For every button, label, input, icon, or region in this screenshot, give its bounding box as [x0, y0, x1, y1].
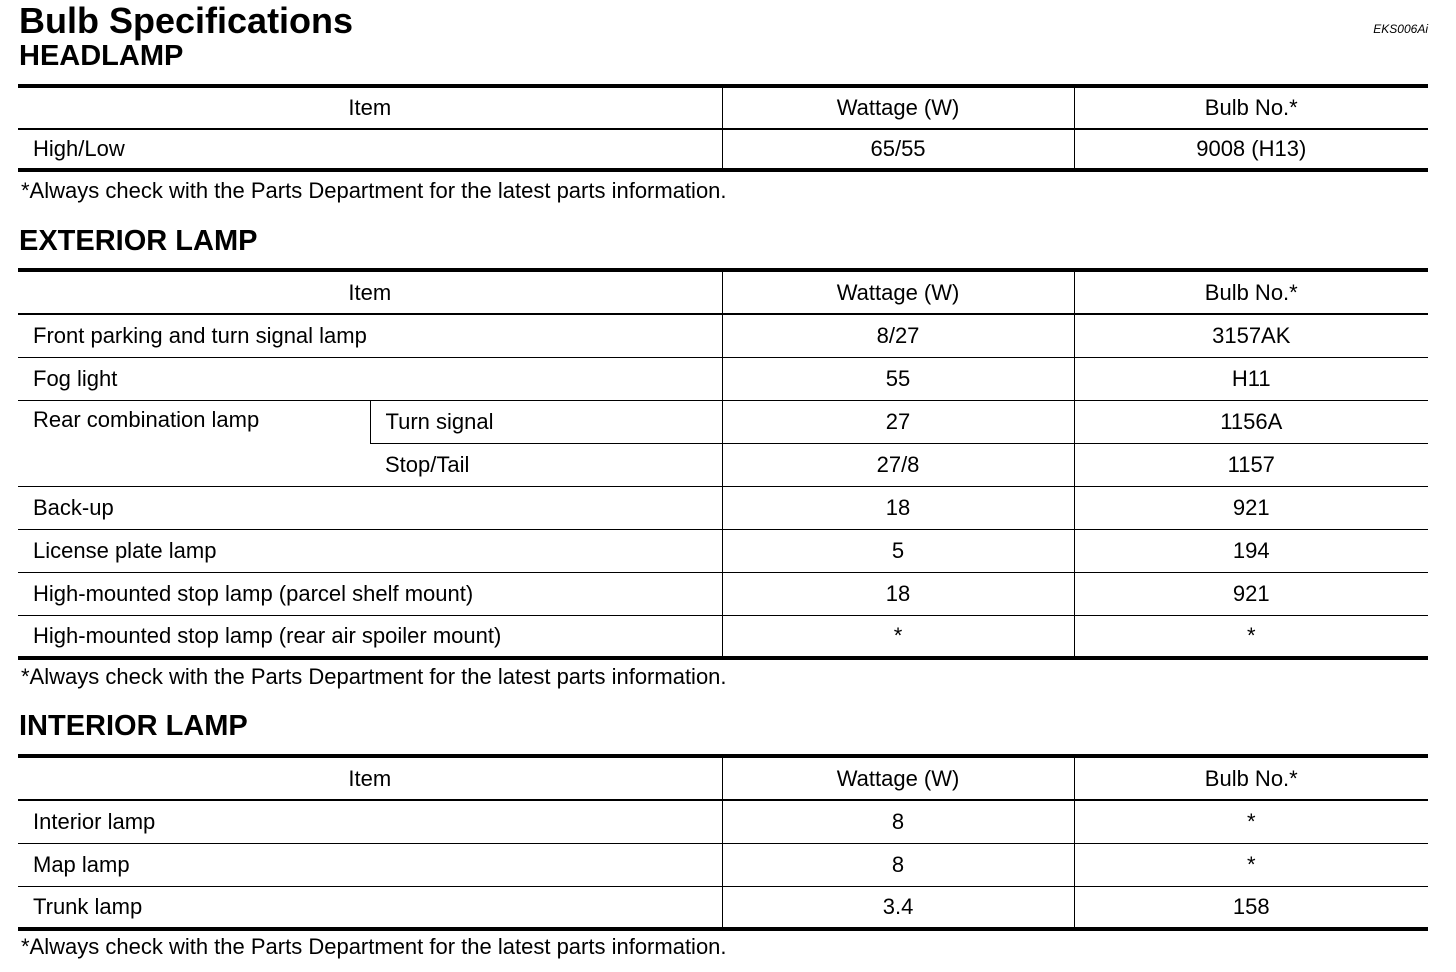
wattage-cell: 8	[722, 843, 1074, 886]
wattage-cell: 18	[722, 572, 1074, 615]
sub-item-cell: Stop/Tail	[370, 443, 722, 486]
bulb-cell: 3157AK	[1074, 314, 1428, 357]
item-cell: Map lamp	[18, 843, 722, 886]
column-header-item: Item	[18, 270, 722, 314]
table-row	[18, 129, 1428, 170]
bulb-cell: *	[1074, 843, 1428, 886]
wattage-cell: *	[722, 615, 1074, 658]
table-row	[18, 615, 1428, 658]
item-cell: Rear combination lamp	[18, 400, 370, 486]
bulb-cell: H11	[1074, 357, 1428, 400]
item-cell: Fog light	[18, 357, 722, 400]
item-cell: Trunk lamp	[18, 886, 722, 929]
table-row	[18, 400, 1428, 443]
wattage-cell: 3.4	[722, 886, 1074, 929]
table-row	[18, 886, 1428, 929]
column-header-wattage: Wattage (W)	[722, 756, 1074, 800]
bulb-cell: 158	[1074, 886, 1428, 929]
column-header-bulb: Bulb No.*	[1074, 270, 1428, 314]
bulb-cell: 1156A	[1074, 400, 1428, 443]
item-cell: High/Low	[33, 136, 125, 161]
wattage-cell: 5	[722, 529, 1074, 572]
interior-section-title: INTERIOR LAMP	[19, 710, 248, 742]
item-cell: High-mounted stop lamp (rear air spoiler mount)	[18, 615, 722, 658]
exterior-note: *Always check with the Parts Department for the latest parts information.	[21, 664, 727, 689]
wattage-cell: 18	[722, 486, 1074, 529]
bulb-cell: 9008 (H13)	[1074, 129, 1428, 170]
bulb-cell: 194	[1074, 529, 1428, 572]
table-row	[18, 800, 1428, 843]
item-cell: License plate lamp	[18, 529, 722, 572]
table-row	[18, 572, 1428, 615]
table-row	[18, 843, 1428, 886]
item-cell: Front parking and turn signal lamp	[33, 322, 367, 348]
bulb-cell: 1157	[1074, 443, 1428, 486]
interior-note: *Always check with the Parts Department for the latest parts information.	[21, 934, 727, 959]
item-cell: Back-up	[18, 486, 722, 529]
wattage-cell: 8/27	[722, 314, 1074, 357]
column-header-bulb: Bulb No.*	[1074, 756, 1428, 800]
column-header-wattage: Wattage (W)	[722, 270, 1074, 314]
bulb-cell: *	[1074, 800, 1428, 843]
bulb-cell: 921	[1074, 486, 1428, 529]
column-header-wattage: Wattage (W)	[722, 86, 1074, 129]
page-title: Bulb Specifications	[19, 0, 354, 41]
table-row	[18, 314, 1428, 357]
wattage-cell: 55	[722, 357, 1074, 400]
headlamp-section-title: HEADLAMP	[19, 40, 184, 72]
bulb-cell: *	[1074, 615, 1428, 658]
wattage-cell: 65/55	[722, 129, 1074, 170]
sub-item-cell: Turn signal	[370, 400, 722, 443]
column-header-item: Item	[18, 86, 722, 129]
headlamp-note: *Always check with the Parts Department for the latest parts information.	[21, 178, 727, 203]
table-row	[18, 486, 1428, 529]
bulb-cell: 921	[1074, 572, 1428, 615]
interior-table	[18, 754, 1428, 931]
exterior-section-title: EXTERIOR LAMP	[19, 225, 258, 257]
document-code: EKS006Ai	[1373, 22, 1428, 36]
wattage-cell: 27/8	[722, 443, 1074, 486]
wattage-cell: 8	[722, 800, 1074, 843]
headlamp-table	[18, 84, 1428, 172]
column-header-bulb: Bulb No.*	[1074, 86, 1428, 129]
table-row	[18, 357, 1428, 400]
column-header-item: Item	[18, 756, 722, 800]
item-cell: Interior lamp	[33, 808, 156, 834]
table-row	[18, 529, 1428, 572]
item-cell: High-mounted stop lamp (parcel shelf mount)	[18, 572, 722, 615]
wattage-cell: 27	[722, 400, 1074, 443]
exterior-table	[18, 268, 1428, 660]
